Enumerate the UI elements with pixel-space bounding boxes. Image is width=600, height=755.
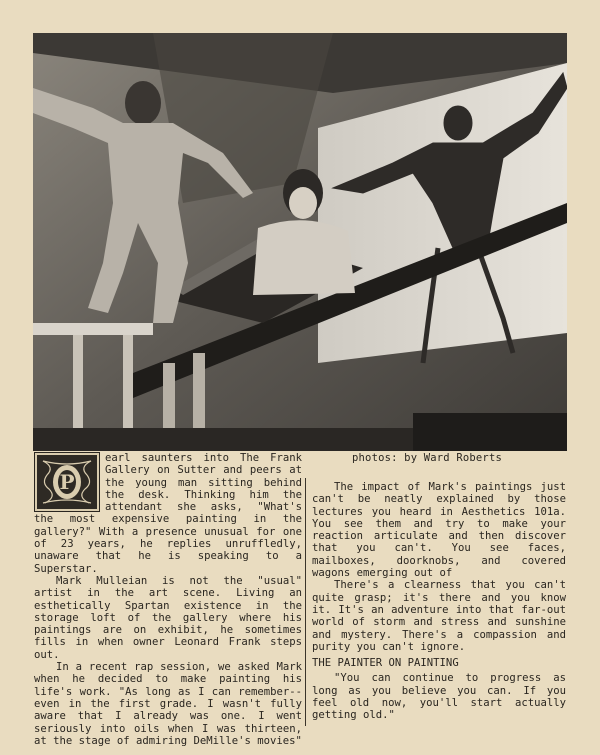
photo-illustration xyxy=(33,33,567,451)
article-left-column xyxy=(34,452,302,747)
pull-quote: "You can continue to progress as long as you believe you can. If you feel old now, you'll start actually getting old." xyxy=(312,672,566,722)
dropcap-ornament xyxy=(34,452,100,512)
dropcap-letter: P xyxy=(59,470,75,494)
article-paragraph: In a recent rap session, we asked Mark when he decided to make painting his life's work. "As long as I can remember-- even in the first grade. I wasn't fully aware that I already was one. I went seriously into oils when I was thirteen, at the stage of admiring DeMille's movies" xyxy=(34,661,302,747)
article-paragraph: earl saunters into The Frank Gallery on Sutter and peers at the young man sitting behind the desk. Thinking him the attendant she asks, "What's the most expensive painting in the gallery?" With a presence unusual for one of 23 years, he replies unruffledly, unaware that he is speaking to a Superstar. xyxy=(34,452,302,575)
ornamental-letter-icon xyxy=(35,453,99,511)
article-paragraph: Mark Mulleian is not the "usual" artist in the art scene. Living an esthetically Spartan existence in the storage loft of the gallery where his paintings are on exhibit, he sometimes fills in when owner Leonard Frank steps out. xyxy=(34,574,302,661)
photo-credit: photos: by Ward Roberts xyxy=(352,452,502,464)
column-divider xyxy=(305,478,306,726)
article-right-column xyxy=(312,481,566,722)
studio-photograph xyxy=(33,33,567,451)
article-paragraph: There's a clearness that you can't quite grasp; it's there and you know it. It's an adventure into that far-out world of storm and stress and sunshine and mystery. There's a compassion and purity you can't ignore. xyxy=(312,579,566,653)
article-paragraph: The impact of Mark's paintings just can't be neatly explained by those lectures you heard in Aesthetics 101a. You see them and try to make your reaction articulate and then discover that you can't. You see faces, mailboxes, doorknobs, and covered wagons emerging out of xyxy=(312,481,566,580)
section-subheading: THE PAINTER ON PAINTING xyxy=(312,657,459,670)
